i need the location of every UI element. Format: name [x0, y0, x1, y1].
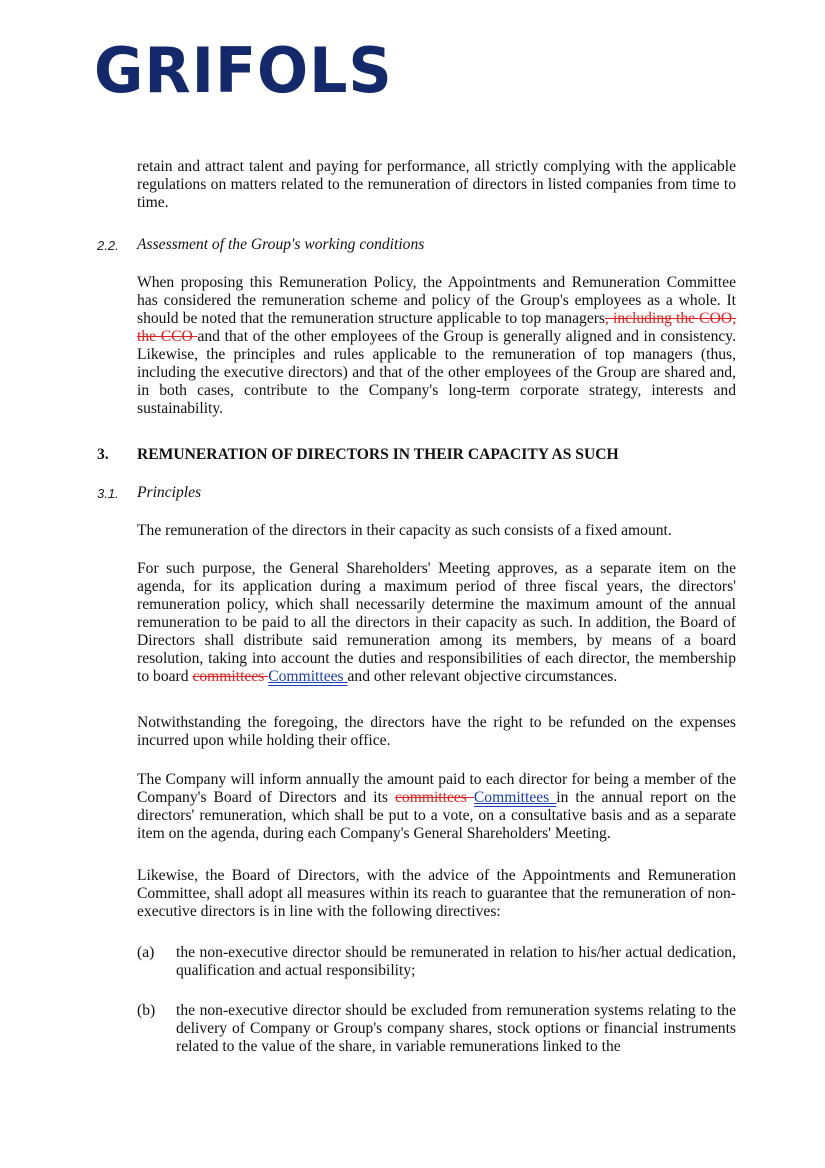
list-item-label: (b): [137, 1002, 156, 1019]
section-2-2-number: 2.2.: [97, 238, 119, 253]
inserted-text: Committees: [268, 668, 348, 685]
section-3-1-para-1: The remuneration of the directors in their capacity as such consists of a fixed amount.: [137, 522, 672, 539]
section-3-1-para-4: [137, 771, 736, 843]
deleted-text: , including the COO, the CCO: [137, 310, 736, 345]
section-3-1-title: Principles: [137, 484, 202, 501]
para-text: The Company will inform annually the amount paid to each director for being a member of the Company's Board of Directors and its: [137, 771, 736, 806]
deleted-text: committees: [394, 789, 474, 806]
company-logo: GRIFOLS: [94, 34, 393, 107]
section-2-2-title: Assessment of the Group's working conditions: [137, 236, 425, 253]
section-3-number: 3.: [97, 446, 109, 463]
para-text: and other relevant objective circumstances.: [347, 668, 618, 685]
list-item-text: the non-executive director should be excluded from remuneration systems relating to the delivery of Company or Group's company shares, stock options or financial instruments related to the value of the share, in variable remunerations linked to the: [176, 1002, 736, 1055]
section-2-2-paragraph: [137, 274, 736, 418]
para-text: and that of the other employees of the Group is generally aligned and in consistency. Likewise, the principles and rules applicable to the remuneration of top managers (thus, including the executive directors) and that of the other employees of the Group are shared and, in both cases, contribute to the Company's long-term corporate strategy, interests and sustainability.: [137, 328, 736, 417]
para-text: For such purpose, the General Shareholders' Meeting approves, as a separate item on the agenda, for its application during a maximum period of three fiscal years, the directors' remuneration policy, which shall necessarily determine the maximum amount of the annual remuneration to be paid to all the directors in their capacity as such. In addition, the Board of Directors shall distribute said remuneration among its members, by means of a board resolution, taking into account the duties and responsibilities of each director, the membership to board: [137, 560, 736, 685]
section-3-1-para-2: [137, 560, 736, 686]
section-3-1-para-5: Likewise, the Board of Directors, with the advice of the Appointments and Remuneration Committee, shall adopt all measures within its reach to guarantee that the remuneration of non-executive directors is in line with the following directives:: [137, 867, 736, 920]
list-item-label: (a): [137, 944, 155, 961]
section-3-1-number: 3.1.: [97, 486, 119, 501]
section-3-title: REMUNERATION OF DIRECTORS IN THEIR CAPACITY AS SUCH: [137, 446, 619, 463]
para-text: When proposing this Remuneration Policy, the Appointments and Remuneration Committee has considered the remuneration scheme and policy of the Group's employees as a whole. It should be noted that the remuneration structure applicable to top managers: [137, 274, 736, 327]
intro-paragraph: retain and attract talent and paying for performance, all strictly complying with the applicable regulations on matters related to the remuneration of directors in listed companies from time to time.: [137, 158, 736, 211]
para-text: in the annual report on the directors' remuneration, which shall be put to a vote, on a consultative basis and as a separate item on the agenda, during each Company's General Shareholders' Meeting.: [137, 789, 736, 842]
deleted-text: committees: [192, 668, 269, 685]
list-item-text: the non-executive director should be remunerated in relation to his/her actual dedication, qualification and actual responsibility;: [176, 944, 736, 979]
section-3-1-para-3: Notwithstanding the foregoing, the directors have the right to be refunded on the expenses incurred upon while holding their office.: [137, 714, 736, 749]
inserted-text: Committees: [473, 789, 557, 806]
